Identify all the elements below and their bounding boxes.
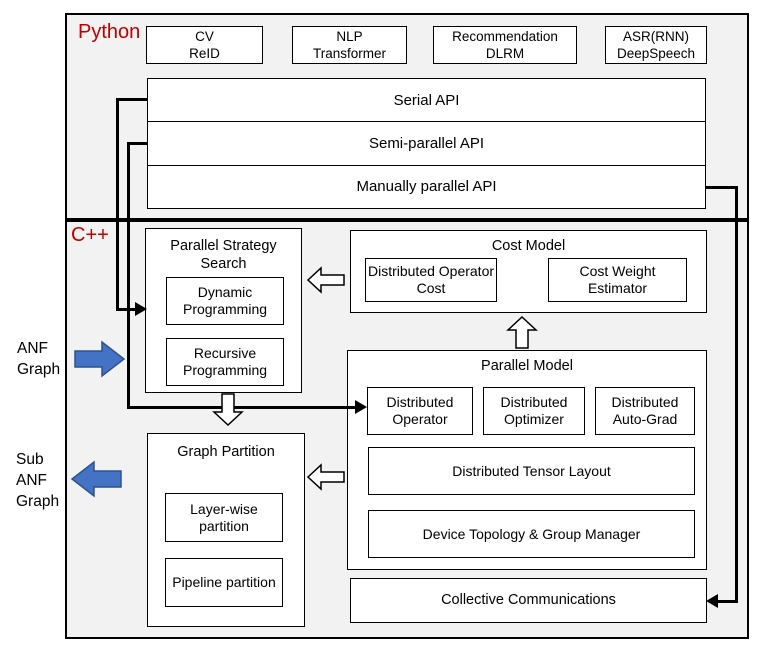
app-label-line: ReID <box>189 46 220 61</box>
parallel-model-to-cost-model-arrow-icon <box>506 316 538 349</box>
app-label-line: NLP <box>336 29 363 44</box>
item-distributed-tensor-layout: Distributed Tensor Layout <box>368 447 695 495</box>
app-box-recommendation-dlrm <box>433 26 577 64</box>
sub-anf-graph-label-line: Sub <box>16 451 44 468</box>
app-label-line: DeepSpeech <box>616 46 696 61</box>
semi-api-connector-vertical <box>127 142 130 409</box>
anf-graph-label <box>17 338 60 380</box>
cost-model-to-strategy-search-arrow-icon <box>307 265 345 295</box>
item-distributed-optimizer: Distributed Optimizer <box>483 387 585 435</box>
serial-api-connector-vertical <box>116 98 119 311</box>
sub-anf-graph-label-line: ANF <box>16 472 47 489</box>
item-cost-weight-estimator: Cost Weight Estimator <box>548 258 687 302</box>
anf-graph-input-arrow-icon <box>74 340 126 378</box>
block-title: Cost Model <box>491 238 566 254</box>
item-layer-wise-partition: Layer-wise partition <box>165 493 283 542</box>
arrowhead-into-parallel-model-icon <box>355 400 367 414</box>
api-stack <box>147 78 706 209</box>
api-row-manually-parallel: Manually parallel API <box>148 165 705 208</box>
arrowhead-into-collective-icon <box>706 594 718 608</box>
python-section-label: Python <box>78 21 141 43</box>
parallel-model-to-graph-partition-arrow-icon <box>307 462 345 492</box>
manual-api-connector-bottom <box>718 600 738 603</box>
app-label-line: DLRM <box>485 46 525 61</box>
anf-graph-label-line: Graph <box>17 361 61 378</box>
block-title: Parallel Strategy Search <box>170 238 277 272</box>
app-label-line: CV <box>195 29 214 44</box>
app-label-line: Transformer <box>312 46 386 61</box>
app-label-line: Recommendation <box>452 29 558 44</box>
sub-anf-graph-label-line: Graph <box>16 493 60 510</box>
item-recursive-programming: Recursive Programming <box>166 338 284 386</box>
app-label-line: ASR(RNN) <box>623 29 689 44</box>
app-box-nlp-transformer <box>292 26 407 64</box>
item-distributed-operator-cost: Distributed Operator Cost <box>365 258 497 302</box>
block-graph-partition <box>147 433 305 627</box>
api-row-semi-parallel: Semi-parallel API <box>148 121 705 164</box>
app-box-cv-reid <box>146 26 263 64</box>
block-title: Parallel Model <box>481 358 573 374</box>
sub-anf-graph-output-arrow-icon <box>70 460 122 498</box>
item-distributed-operator: Distributed Operator <box>367 387 473 435</box>
manual-api-connector-vertical <box>735 186 738 603</box>
cpp-section-label: C++ <box>71 224 109 246</box>
item-dynamic-programming: Dynamic Programming <box>166 277 284 325</box>
app-box-asr-deepspeech <box>605 26 707 64</box>
block-collective-communications: Collective Communications <box>350 578 707 623</box>
anf-graph-label-line: ANF <box>17 340 48 357</box>
strategy-search-to-graph-partition-arrow-icon <box>212 393 244 426</box>
api-row-serial: Serial API <box>393 91 460 109</box>
sub-anf-graph-label <box>16 449 59 512</box>
block-parallel-model <box>347 350 707 570</box>
item-pipeline-partition: Pipeline partition <box>165 558 283 607</box>
item-device-topology-group-manager: Device Topology & Group Manager <box>368 510 695 558</box>
semi-api-connector-top <box>127 142 148 145</box>
serial-api-connector-top <box>116 98 148 101</box>
arrowhead-into-strategy-search-icon <box>135 302 147 316</box>
block-parallel-strategy-search <box>145 228 302 393</box>
block-title: Graph Partition <box>177 444 275 460</box>
item-distributed-auto-grad: Distributed Auto-Grad <box>595 387 695 435</box>
block-cost-model <box>350 230 707 313</box>
manual-api-connector-top <box>706 186 738 189</box>
